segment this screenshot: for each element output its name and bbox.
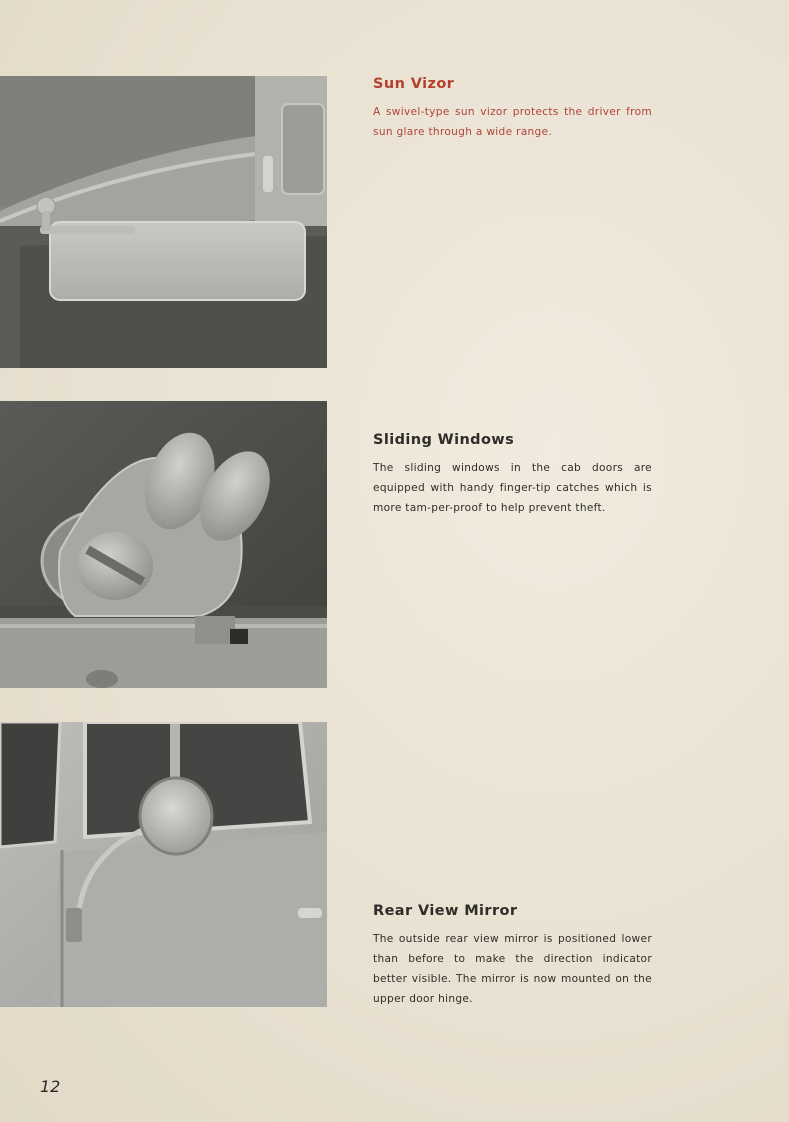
sliding-windows-description: The sliding windows in the cab doors are equipped with handy finger-tip catches which is more tam-per-proof to help prevent theft. [373, 462, 652, 514]
sun-vizor-section [373, 76, 652, 142]
sun-vizor-photo [0, 76, 327, 368]
page-number: 12 [40, 1077, 61, 1096]
rear-view-mirror-section [373, 903, 652, 1009]
sliding-window-catch-photo [0, 401, 327, 688]
sun-vizor-heading: Sun Vizor [373, 76, 455, 92]
sun-vizor-description: A swivel-type sun vizor protects the driver from sun glare through a wide range. [373, 106, 652, 138]
rear-view-mirror-photo [0, 722, 327, 1007]
sliding-windows-section [373, 432, 652, 518]
rear-view-mirror-description: The outside rear view mirror is positioned lower than before to make the direction indicator better visible. The mirror is now mounted on the upper door hinge. [373, 933, 652, 1005]
rear-view-mirror-heading: Rear View Mirror [373, 903, 518, 919]
sliding-windows-heading: Sliding Windows [373, 432, 515, 448]
